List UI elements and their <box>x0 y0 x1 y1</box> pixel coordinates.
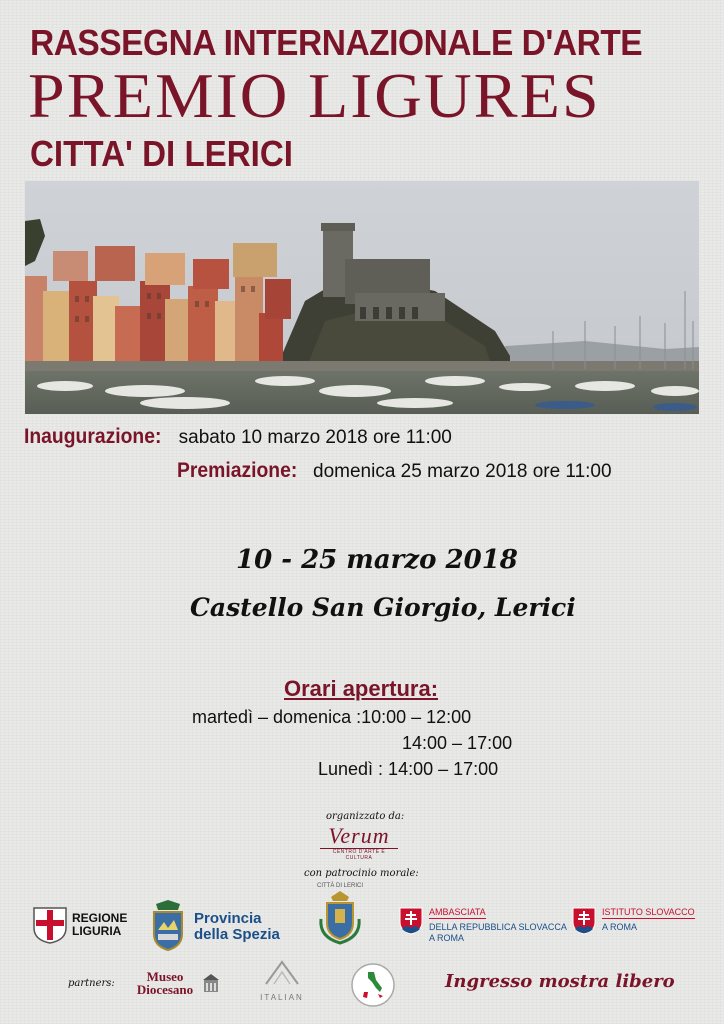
verum-subtitle: CENTRO D'ARTE E CULTURA <box>320 848 398 861</box>
hours-row-tue-sun: martedì – domenica :10:00 – 12:00 <box>192 707 472 727</box>
opening-hours-title: Orari apertura: <box>284 676 439 701</box>
exhibition-dates: 10 - 25 marzo 2018 <box>236 545 518 575</box>
partners-label: partners: <box>68 978 115 989</box>
regione-line1: REGIONE <box>72 911 128 925</box>
provincia-crest-icon <box>150 900 186 954</box>
provincia-line2: della Spezia <box>194 926 280 943</box>
liguria-shield-icon <box>32 906 68 944</box>
lerici-crest-label: CITTÀ DI LERICI <box>316 883 363 889</box>
award-label: Premiazione: <box>177 459 298 482</box>
regione-line2: LIGURIA <box>72 924 122 938</box>
verum-name: Verum <box>328 823 390 848</box>
slovak-shield-icon <box>399 907 423 935</box>
regione-liguria-logo <box>32 906 127 944</box>
organizer-label: organizzato da: <box>326 811 405 822</box>
provincia-line1: Provincia <box>194 910 262 927</box>
italy-map-icon <box>350 962 396 1008</box>
italian-text: ITALIAN <box>260 993 304 1002</box>
hours-row-monday: Lunedì : 14:00 – 17:00 <box>318 759 499 779</box>
ambasciata-line3: A ROMA <box>429 933 465 943</box>
istituto-line1: ISTITUTO SLOVACCO <box>602 907 695 917</box>
event-title-city: CITTA' DI LERICI <box>30 133 294 174</box>
provincia-spezia-logo <box>150 900 280 954</box>
italy-map-badge <box>350 962 396 1013</box>
museo-building-icon <box>202 972 220 994</box>
event-title-main: PREMIO LIGURES <box>28 60 601 131</box>
inauguration-row <box>24 425 452 449</box>
hours-row-afternoon: 14:00 – 17:00 <box>402 733 513 753</box>
ambasciata-line2: DELLA REPUBBLICA SLOVACCA <box>429 922 567 932</box>
museo-name: Museo Diocesano <box>136 969 194 997</box>
free-entry-note: Ingresso mostra libero <box>445 971 675 992</box>
museo-diocesano-logo <box>132 970 224 996</box>
citta-lerici-crest <box>316 883 364 950</box>
award-text: domenica 25 marzo 2018 ore 11:00 <box>313 461 612 482</box>
exhibition-venue: Castello San Giorgio, Lerici <box>190 593 576 622</box>
slovak-shield-icon <box>572 907 596 935</box>
lerici-harbor-photo <box>25 181 699 414</box>
istituto-slovacco-logo <box>572 907 695 935</box>
lerici-crest-icon <box>317 889 363 945</box>
ambasciata-slovacca-logo <box>399 907 567 944</box>
italian-logo <box>254 958 310 1002</box>
inauguration-text: sabato 10 marzo 2018 ore 11:00 <box>178 427 452 448</box>
patronage-label: con patrocinio morale: <box>304 868 419 879</box>
award-row <box>177 459 612 483</box>
ambasciata-line1: AMBASCIATA <box>429 907 486 917</box>
istituto-line2: A ROMA <box>602 922 638 932</box>
inauguration-label: Inaugurazione: <box>24 425 162 448</box>
italian-house-icon <box>262 958 302 988</box>
verum-logo <box>320 824 398 861</box>
event-title-line1: RASSEGNA INTERNAZIONALE D'ARTE <box>30 22 643 63</box>
